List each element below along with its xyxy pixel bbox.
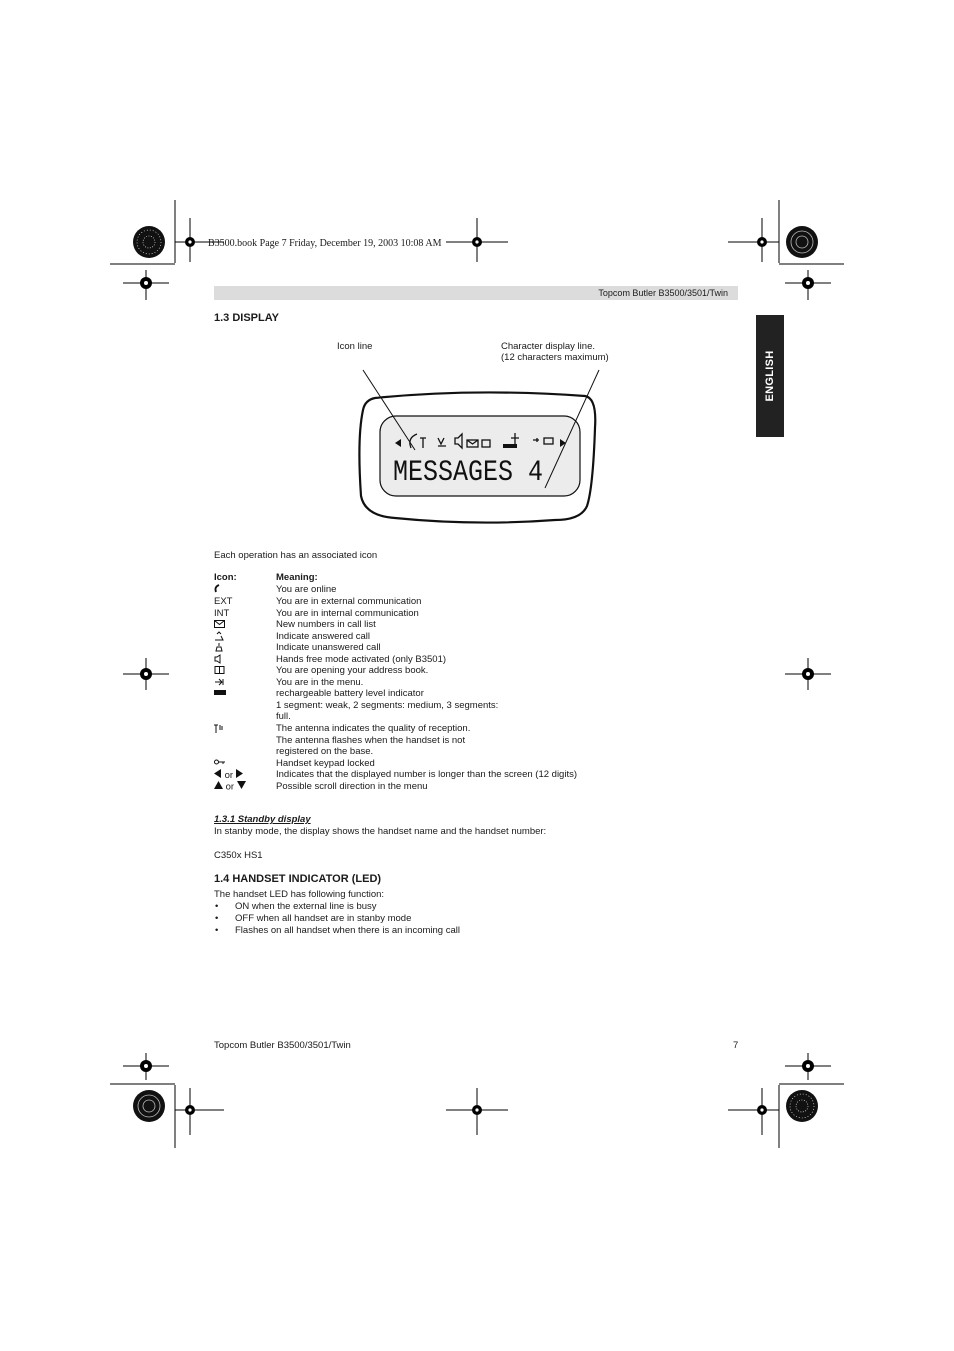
figure-label-char-line-1: Character display line. xyxy=(501,341,595,352)
icon-meaning-text: Indicate unanswered call xyxy=(276,642,381,653)
left-right-arrows-icon: or xyxy=(214,769,274,782)
icon-meaning-text: You are in the menu. xyxy=(276,677,364,688)
icon-meaning-text: full. xyxy=(276,711,291,723)
online-handset-icon xyxy=(214,584,274,597)
icon-meaning-text: Indicate answered call xyxy=(276,631,370,642)
figure-label-icon-line: Icon line xyxy=(337,341,373,352)
standby-text: In stanby mode, the display shows the handset name and the handset number: xyxy=(214,826,547,837)
icon-meaning-text: 1 segment: weak, 2 segments: medium, 3 segments: xyxy=(276,699,499,711)
up-down-arrows-icon: or xyxy=(214,781,274,793)
icon-meaning-text: You are in internal communication xyxy=(276,608,419,619)
running-header xyxy=(214,286,738,300)
icon-text-label: EXT xyxy=(214,596,233,607)
meaning-column-header: Meaning: xyxy=(276,572,318,583)
language-tab xyxy=(756,315,784,437)
section-heading-display: 1.3 DISPLAY xyxy=(214,312,280,324)
footer-page-number: 7 xyxy=(733,1040,739,1051)
icon-meaning-text: Hands free mode activated (only B3501) xyxy=(276,654,447,665)
icon-meaning-text: You are online xyxy=(276,584,337,595)
print-info-line: B3500.book Page 7 Friday, December 19, 2003 10:08 AM xyxy=(208,238,442,249)
icon-meaning-text: The antenna flashes when the handset is not xyxy=(276,734,466,746)
icon-meaning-text: Possible scroll direction in the menu xyxy=(276,781,428,792)
envelope-icon xyxy=(214,619,274,632)
icon-meaning-text: The antenna indicates the quality of reception. xyxy=(276,723,471,734)
footer-title: Topcom Butler B3500/3501/Twin xyxy=(214,1040,351,1051)
icon-meaning-text: You are opening your address book. xyxy=(276,665,429,676)
lcd-character-line: MESSAGES 4 xyxy=(393,456,543,490)
section-heading-led: 1.4 HANDSET INDICATOR (LED) xyxy=(214,873,382,885)
icon-column-header: Icon: xyxy=(214,572,237,583)
standby-example: C350x HS1 xyxy=(214,850,263,861)
lcd-battery-icon xyxy=(503,444,517,448)
icon-meaning-text: rechargeable battery level indicator xyxy=(276,688,424,699)
running-header-title: Topcom Butler B3500/3501/Twin xyxy=(598,288,728,298)
figure-label-char-line-2: (12 characters maximum) xyxy=(501,352,609,363)
led-intro: The handset LED has following function: xyxy=(214,889,385,900)
icon-text-label: INT xyxy=(214,608,230,619)
icon-meaning-text: registered on the base. xyxy=(276,746,374,758)
section-heading-standby: 1.3.1 Standby display xyxy=(214,814,311,825)
icon-meaning-text: Indicates that the displayed number is longer than the screen (12 digits) xyxy=(276,769,578,780)
icon-meaning-text: Handset keypad locked xyxy=(276,758,375,769)
language-tab-label: ENGLISH xyxy=(764,350,776,402)
icon-meaning-text: New numbers in call list xyxy=(276,619,376,630)
icon-intro-text: Each operation has an associated icon xyxy=(214,550,378,561)
icon-meaning-text: You are in external communication xyxy=(276,596,422,607)
battery-icon xyxy=(214,688,274,700)
lcd-display-figure xyxy=(355,368,600,528)
antenna-icon xyxy=(214,723,274,738)
